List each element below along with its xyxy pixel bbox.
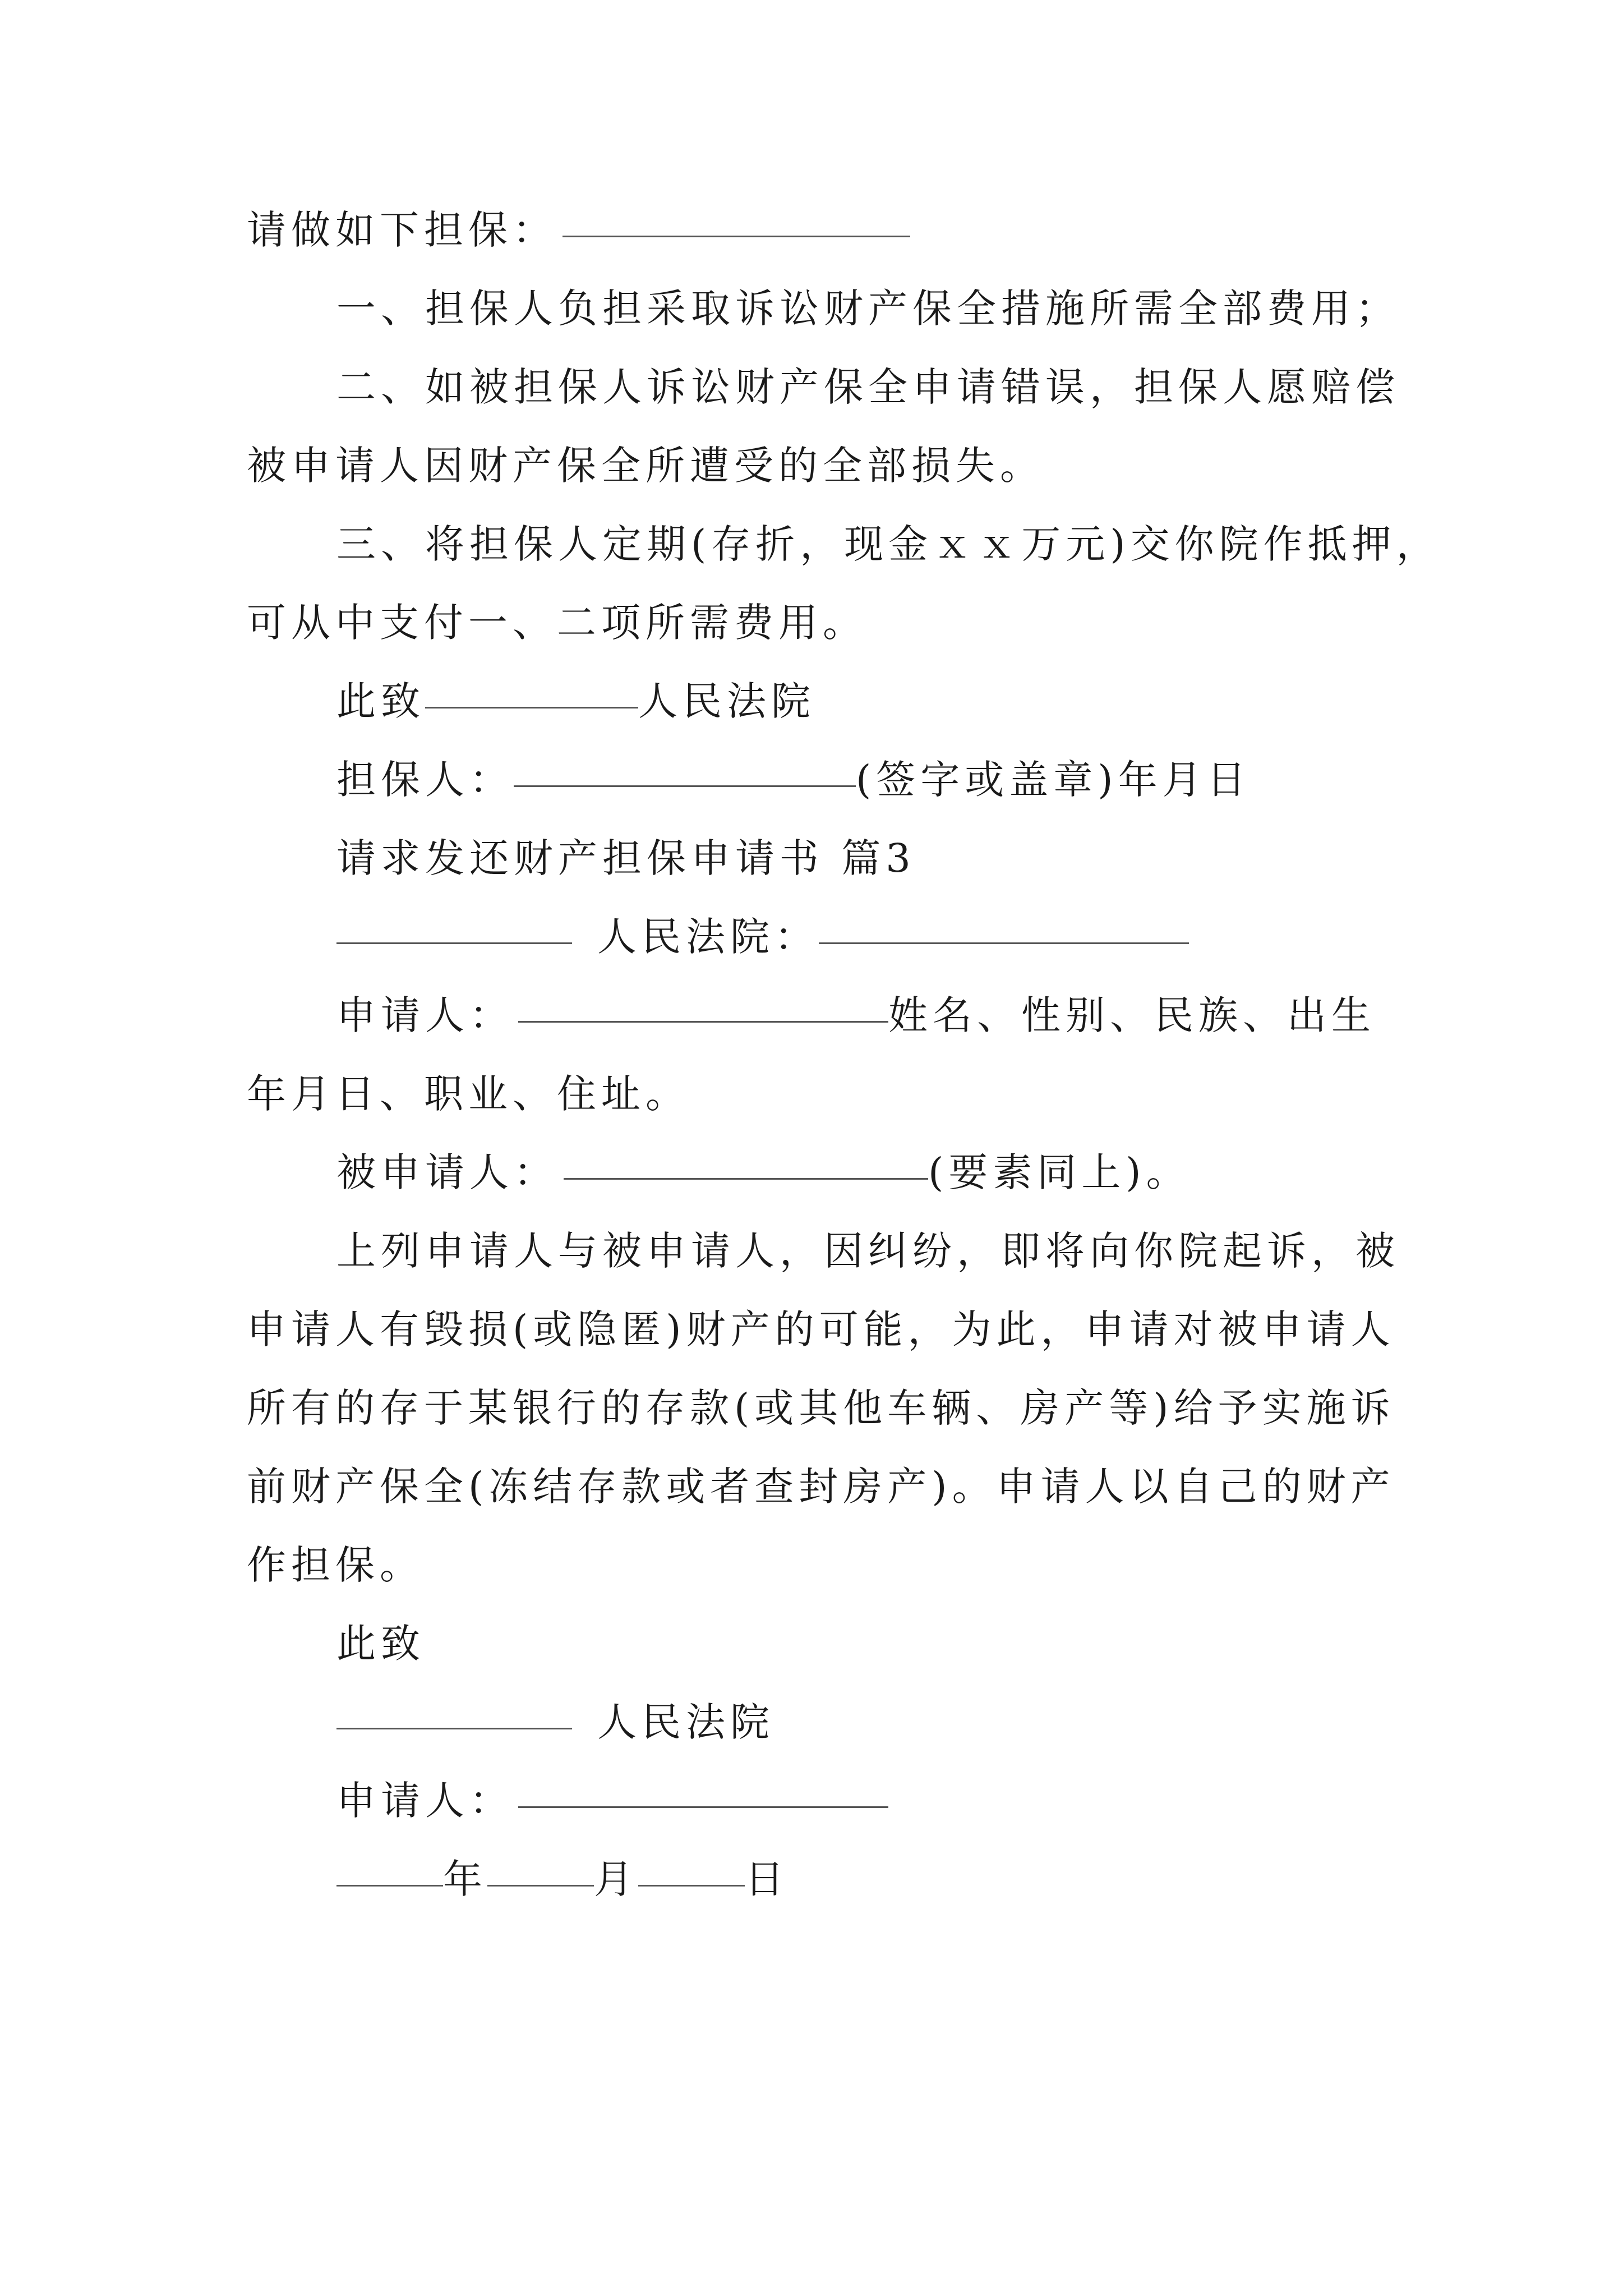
applicant-signature-blank	[518, 1761, 888, 1808]
guarantor-label: 担保人：	[336, 757, 514, 803]
body-text-1: 上列申请人与被申请人，因纠纷，即将向你院起诉，被	[336, 1228, 1400, 1274]
body-text-4: 前财产保全(冻结存款或者查封房产)。申请人以自己的财产	[247, 1464, 1395, 1510]
guarantor-signature-line	[0, 740, 1623, 819]
body-line-5	[0, 1526, 1623, 1604]
body-text-3: 所有的存于某银行的存款(或其他车辆、房产等)给予实施诉	[247, 1385, 1395, 1431]
court-header-blank-1	[336, 898, 572, 944]
respondent-line	[0, 1133, 1623, 1212]
court-name-blank-1	[425, 662, 638, 708]
day-blank	[638, 1840, 745, 1887]
respondent-blank	[564, 1133, 928, 1180]
body-text-2: 申请人有毁损(或隐匿)财产的可能，为此，申请对被申请人	[247, 1306, 1395, 1352]
respondent-suffix: (要素同上)。	[928, 1149, 1191, 1195]
respondent-label: 被申请人：	[336, 1149, 558, 1195]
applicant-continued: 年月日、职业、住址。	[247, 1071, 690, 1117]
guarantee-blank	[562, 191, 910, 237]
guarantee-intro-line	[0, 191, 1623, 269]
body-line-1	[0, 1212, 1623, 1290]
guarantee-item-2-line-1	[0, 348, 1623, 426]
guarantor-suffix: (签字或盖章)年月日	[856, 757, 1251, 803]
court-header-label: 人民法院：	[597, 914, 819, 960]
salutation-2-court: 人民法院	[597, 1699, 774, 1745]
month-label: 月	[594, 1856, 638, 1902]
guarantee-intro-label: 请做如下担保：	[247, 207, 557, 253]
court-header-line	[0, 898, 1623, 976]
date-line	[0, 1840, 1623, 1918]
day-label: 日	[745, 1856, 789, 1902]
guarantee-item-1-text: 一、担保人负担采取诉讼财产保全措施所需全部费用；	[336, 286, 1400, 332]
salutation-2-court-line	[0, 1683, 1623, 1761]
court-header-blank-2	[819, 898, 1189, 944]
court-name-blank-2	[336, 1683, 572, 1729]
guarantee-item-3-line-1	[0, 505, 1623, 583]
applicant-line-1	[0, 976, 1623, 1055]
section-title: 请求发还财产担保申请书 篇3	[336, 835, 916, 881]
guarantee-item-2-text-1: 二、如被担保人诉讼财产保全申请错误，担保人愿赔偿	[336, 364, 1400, 410]
body-line-2	[0, 1290, 1623, 1369]
applicant-blank	[518, 976, 888, 1023]
guarantee-item-2-line-2	[0, 426, 1623, 505]
body-line-4	[0, 1447, 1623, 1526]
guarantee-item-3-text-2: 可从中支付一、二项所需费用。	[247, 600, 867, 646]
body-text-5: 作担保。	[247, 1542, 424, 1588]
guarantee-item-2-text-2: 被申请人因财产保全所遭受的全部损失。	[247, 443, 1044, 489]
guarantee-item-1	[0, 269, 1623, 348]
section-title-line	[0, 819, 1623, 898]
salutation-1	[0, 662, 1623, 740]
salutation-1-prefix: 此致	[336, 678, 425, 724]
year-label: 年	[443, 1856, 487, 1902]
applicant-signature-label: 申请人：	[336, 1778, 514, 1824]
applicant-suffix: 姓名、性别、民族、出生	[888, 992, 1376, 1038]
guarantee-item-3-text-1: 三、将担保人定期(存折，现金ｘｘ万元)交你院作抵押，	[336, 521, 1441, 567]
applicant-signature-line	[0, 1761, 1623, 1840]
salutation-2-prefix: 此致	[336, 1621, 425, 1667]
guarantee-item-3-line-2	[0, 583, 1623, 662]
year-blank	[336, 1840, 443, 1887]
salutation-1-court: 人民法院	[638, 678, 815, 724]
salutation-2	[0, 1604, 1623, 1683]
month-blank	[487, 1840, 594, 1887]
applicant-label: 申请人：	[336, 992, 514, 1038]
guarantor-blank	[514, 740, 856, 787]
applicant-line-2	[0, 1055, 1623, 1133]
body-line-3	[0, 1369, 1623, 1447]
